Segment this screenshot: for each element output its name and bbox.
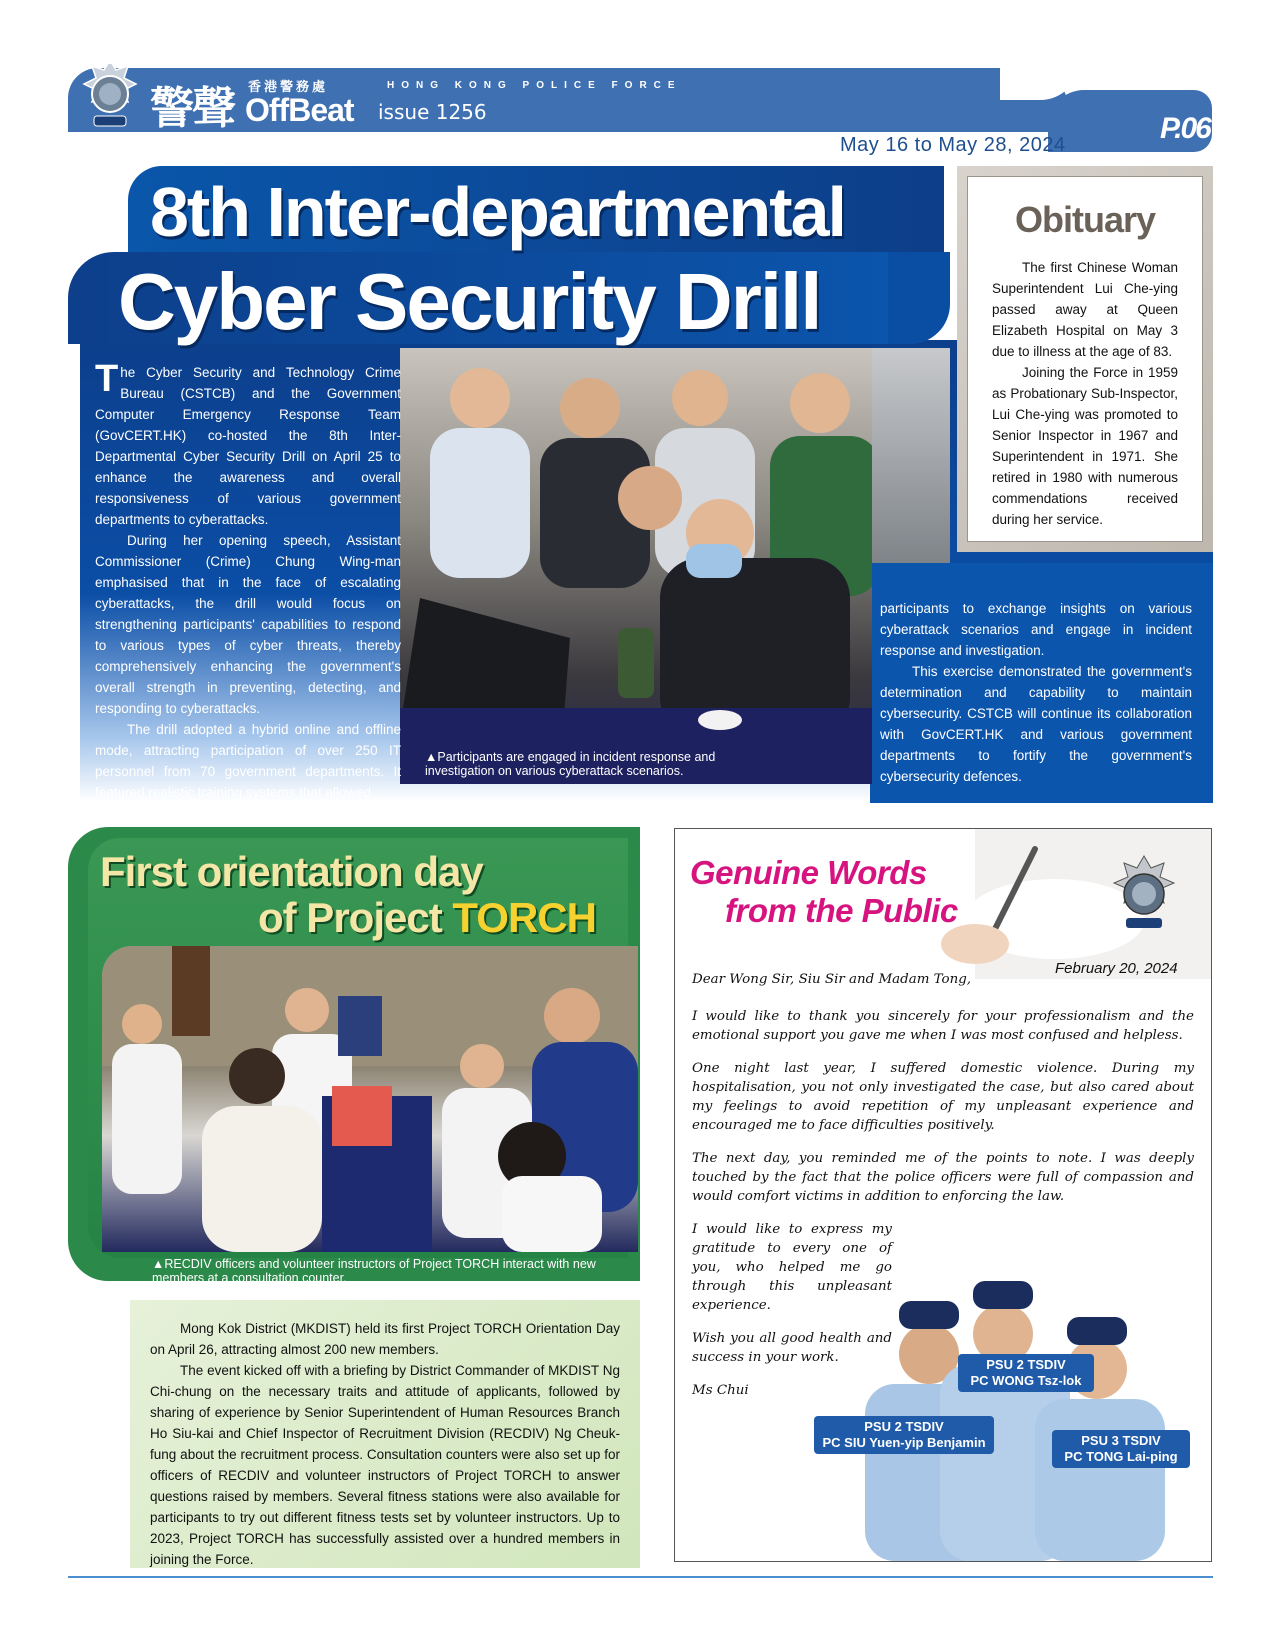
police-crest-icon (1108, 854, 1180, 934)
officer-label-tong (1052, 1430, 1190, 1468)
cyber-headline-line2: Cyber Security Drill (118, 257, 821, 346)
orientation-illustration (102, 946, 638, 1252)
cyber-paragraph-3: The drill adopted a hybrid online and offline mode, attracting participation of over 250 IT personnel from 70 government departments. It featured realistic training systems that allowed (95, 722, 401, 800)
cyber-article-column-2 (880, 598, 1192, 787)
obituary-body (992, 257, 1178, 530)
letter-date: February 20, 2024 (1055, 960, 1178, 977)
cyber-headline-line1: 8th Inter-departmental (150, 173, 845, 251)
torch-article-body (150, 1318, 620, 1570)
torch-paragraph-2: The event kicked off with a briefing by District Commander of MKDIST Ng Chi-chung on the necessary traits and attitude of applicants, followed by sharing of experience by Senior Superintendent of Human Resources Branch Ho Siu-kai and Chief Inspector of Recruitment Division (RECDIV) Ng Cheuk-fung about the recruitment process. Consultation counters were also set up for officers of RECDIV and volunteer instructors of Project TORCH to answer questions raised by members. Several fitness stations were also available for participants to try out different fitness tests set by volunteer instructors. Up to 2023, Project TORCH has successfully assisted over a hundred members in joining the Force. (150, 1363, 620, 1567)
torch-photo (102, 946, 638, 1252)
torch-headline-line2 (258, 894, 596, 942)
logo-brand: OffBeat (245, 92, 354, 128)
page-number: P.06 (1160, 112, 1210, 145)
logo-chinese-subtitle: 香港警務處 (248, 79, 329, 94)
officer-unit: PSU 2 TSDIV (864, 1419, 944, 1434)
torch-headline-line1: First orientation day (100, 848, 483, 895)
officer-name: PC WONG Tsz-lok (970, 1373, 1082, 1388)
cyber-paragraph-2: During her opening speech, Assistant Commissioner (Crime) Chung Wing-man emphasised that in the face of escalating cyberattacks, the drill would focus on strengthening participants' capabilities to respond to various types of cyber threats, thereby comprehensively enhancing the government's overall strength in preventing, detecting, and responding to cyberattacks. (95, 533, 401, 716)
torch-photo-caption: ▲RECDIV officers and volunteer instructors of Project TORCH interact with new members at a consultation counter. (152, 1257, 596, 1285)
torch-paragraph-1: Mong Kok District (MKDIST) held its first Project TORCH Orientation Day on April 26, attracting almost 200 new members. (150, 1321, 620, 1357)
letter-signoff: Ms Chui (692, 1383, 749, 1398)
cyber-drill-photo (400, 348, 872, 784)
torch-headline-accent: TORCH (452, 894, 596, 941)
logo-chinese-title: 警聲 (150, 83, 234, 134)
cyber-paragraph-5: This exercise demonstrated the government's determination and capability to maintain cybersecurity. CSTCB will continue its collaboration with GovCERT.HK and various government departments to fortify the government's cybersecurity defences. (880, 664, 1192, 784)
letter-title-line2: from the Public (725, 892, 958, 929)
officer-name: PC TONG Lai-ping (1064, 1449, 1178, 1464)
letter-paragraph-5: Wish you all good health and success in your work. (692, 1331, 892, 1365)
participants-illustration (400, 348, 872, 784)
footer-rule (68, 1576, 1213, 1578)
police-crest-icon (80, 58, 140, 138)
letter-paragraph-2: One night last year, I suffered domestic violence. During my hospitalisation, you not only investigated the case, but also cared about my feelings to avoid repetition of my unpleasant experience and encouraged me to face difficulties positively. (692, 1061, 1194, 1133)
cyber-paragraph-4: participants to exchange insights on various cyberattack scenarios and engage in incident response and investigation. (880, 601, 1192, 658)
officer-name: PC SIU Yuen-yip Benjamin (822, 1435, 986, 1450)
obituary-paragraph-2: Joining the Force in 1959 as Probationary Sub-Inspector, Lui Che-ying was promoted to Senior Inspector in 1967 and Superintendent in 1971. She retired in 1980 with numerous commendations received during her service. (992, 365, 1178, 527)
letter-paragraph-3: The next day, you reminded me of the points to note. I was deeply touched by the fact that the police officers were full of compassion and would comfort victims in addition to enforcing the law. (692, 1151, 1194, 1204)
officer-label-wong (958, 1354, 1094, 1392)
dropcap: T (95, 358, 119, 400)
obituary-panel (967, 176, 1203, 542)
cyber-photo-caption: ▲Participants are engaged in incident response and investigation on various cyberattack scenarios. (425, 750, 716, 778)
officer-unit: PSU 3 TSDIV (1081, 1433, 1161, 1448)
letter-salutation: Dear Wong Sir, Siu Sir and Madam Tong, (692, 972, 972, 987)
letter-title-line1: Genuine Words (690, 854, 927, 891)
letter-body (692, 970, 1194, 1414)
cyber-article-column-1 (95, 358, 401, 803)
letter-paragraph-4: I would like to express my gratitude to every one of you, who helped me go through this unpleasant experience. (692, 1222, 892, 1313)
obituary-frame (957, 166, 1213, 552)
obituary-paragraph-1: The first Chinese Woman Superintendent Lui Che-ying passed away at Queen Elizabeth Hospital on May 3 due to illness at the age of 83. (992, 260, 1178, 359)
torch-headline-prefix: of Project (258, 894, 453, 941)
officer-label-siu (814, 1416, 994, 1454)
letter-paragraph-1: I would like to thank you sincerely for your professionalism and the emotional support you gave me when I was most confused and helpless. (692, 1009, 1194, 1043)
obituary-title: Obituary (1014, 199, 1156, 240)
date-range: May 16 to May 28, 2024 (840, 134, 1066, 156)
cyber-paragraph-1: he Cyber Security and Technology Crime Bureau (CSTCB) and the Government Computer Emergency Response Team (GovCERT.HK) co-hosted the 8th Inter-Departmental Cyber Security Drill on April 25 to enhance the awareness and overall responsiveness of various government departments to cyberattacks. (95, 365, 401, 527)
officer-unit: PSU 2 TSDIV (986, 1357, 1066, 1372)
issue-number: issue 1256 (378, 100, 487, 124)
force-name: HONG KONG POLICE FORCE (387, 80, 682, 91)
